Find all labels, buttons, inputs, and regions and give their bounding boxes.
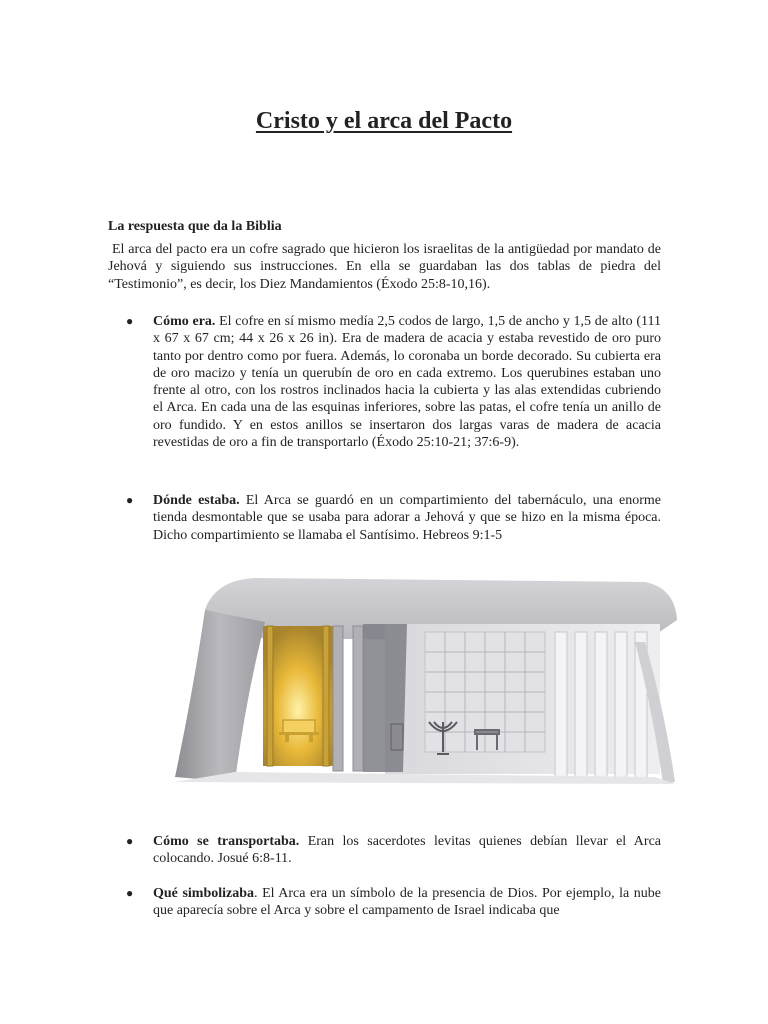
- bullet-lead: Dónde estaba.: [153, 493, 240, 508]
- section-heading: La respuesta que da la Biblia: [108, 219, 282, 234]
- bullet-dot-icon: ●: [126, 886, 134, 900]
- tabernacle-illustration: [175, 572, 680, 812]
- bullet-dot-icon: ●: [126, 493, 134, 507]
- bullet-text: . El Arca era un símbolo de la presencia de Dios. Por ejemplo, la nube que aparecía sobre el Arca y sobre el campamento de Israel indicaba que: [153, 886, 661, 919]
- bullet-text: Eran los sacerdotes levitas quienes debían llevar el Arca colocando. Josué 6:8-11.: [153, 834, 661, 867]
- bullet-item-donde-estaba: [126, 492, 661, 544]
- bullet-text: El cofre en sí mismo medía 2,5 codos de largo, 1,5 de ancho y 1,5 de alto (111 x 67 x 67 cm; 44 x 26 x 26 in). Era de madera de acacia y estaba revestido de oro puro tanto por dentro como por fuera. Además, lo coronaba un borde decorado. Su cubierta era de oro macizo y tenía un querubín de oro en cada extremo. Los querubines estaban uno frente al otro, con los rostros inclinados hacia la cubierta y las alas extendidas cubriendo el Arca. En cada una de las esquinas inferiores, sobre las patas, el cofre tenía un anillo de oro fundido. Y en estos anillos se insertaron dos largas varas de madera de acacia revestidas de oro a fin de transportarlo (Éxodo 25:10-21; 37:6-9).: [153, 314, 661, 451]
- bullet-lead: Qué simbolizaba: [153, 886, 255, 901]
- bullet-text: El Arca se guardó en un compartimiento del tabernáculo, una enorme tienda desmontable que se usaba para adorar a Jehová y que se hizo en la misma época. Dicho compartimiento se llamaba el Santísimo. Hebreos 9:1-5: [153, 493, 662, 543]
- bullet-dot-icon: ●: [126, 834, 134, 848]
- intro-paragraph: El arca del pacto era un cofre sagrado que hicieron los israelitas de la antigüedad por mandato de Jehová y siguiendo sus instrucciones. En ella se guardaban las dos tablas de piedra del “Testimonio”, es decir, los Diez Mandamientos (Éxodo 25:8-10,16).: [108, 242, 661, 292]
- bullet-item-que-simbolizaba: [126, 885, 661, 920]
- bullet-dot-icon: ●: [126, 314, 134, 328]
- bullet-item-como-era: [126, 313, 661, 451]
- bullet-lead: Cómo se transportaba.: [153, 834, 300, 849]
- page-title: Cristo y el arca del Pacto: [255, 108, 513, 134]
- bullet-item-como-se-transportaba: [126, 833, 661, 868]
- bullet-lead: Cómo era.: [153, 314, 216, 329]
